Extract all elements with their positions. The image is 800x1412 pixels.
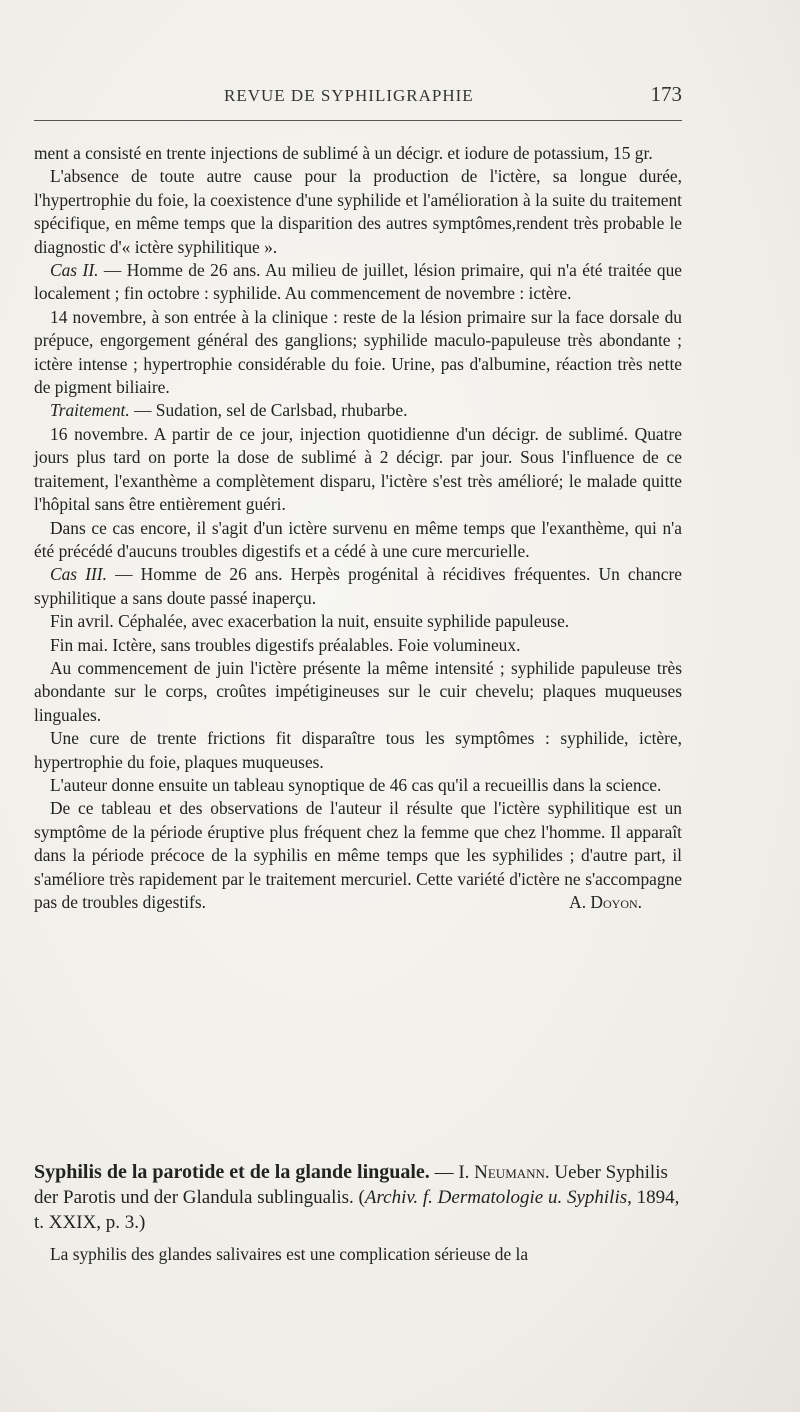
case-text: — Homme de 26 ans. Au milieu de juillet, lésion primaire, qui n'a été traitée que localement ; fin octobre : syphilide. Au commencement de novembre : ictère. [34, 260, 682, 304]
paragraph: L'auteur donne ensuite un tableau synoptique de 46 cas qu'il a recueillis dans la science. [50, 774, 662, 795]
treatment-lead: Traitement. [50, 400, 130, 421]
article-author: — I. Neumann. [429, 1162, 550, 1183]
paragraph: Au commencement de juin l'ictère présente la même intensité ; syphilide papuleuse très abondante sur le corps, croûtes impétigineuses sur le cuir chevelu; plaques muqueuses linguales. [34, 657, 682, 725]
paragraph: Fin avril. Céphalée, avec exacerbation la nuit, ensuite syphilide papuleuse. [50, 611, 570, 632]
paragraph: Une cure de trente frictions fit disparaître tous les symptômes : syphilide, ictère, hypertrophie du foie, plaques muqueuses. [34, 728, 682, 772]
article-citation: , 1894, t. XXIX, p. 3.) [34, 1187, 680, 1233]
page-number: 173 [650, 82, 682, 106]
paragraph-case-2 [34, 259, 682, 306]
final-paragraph-text: De ce tableau et des observations de l'auteur il résulte que l'ictère syphilitique est un symptôme de la période éruptive plus fréquent chez la femme que chez l'homme. Il apparaît dans la période précoce de la syphilis en même temps que les syphilides ; d'autre part, il s'améliore très rapidement par le traitement mercuriel. Cette variété d'ictère ne s'accompagne pas de troubles digestifs. [34, 798, 682, 912]
paragraph: Dans ce cas encore, il s'agit d'un ictère survenu en même temps que l'exanthème, qui n'a été précédé d'aucuns troubles digestifs et a cédé à une cure mercurielle. [34, 517, 682, 561]
paragraph: 14 novembre, à son entrée à la clinique : reste de la lésion primaire sur la face dorsale du prépuce, engorgement général des ganglions; syphilide maculo-papuleuse très abondante ; ictère intense ; hypertrophie considérable du foie. Urine, pas d'albumine, réaction très nette de pigment biliaire. [34, 306, 682, 398]
paragraph: ment a consisté en trente injections de sublimé à un décigr. et iodure de potassium, 15 gr. [34, 143, 653, 163]
paragraph: L'absence de toute autre cause pour la production de l'ictère, sa longue durée, l'hypertrophie du foie, la coexistence d'une syphilide et l'amélioration à la suite du traitement spécifique, en même temps que la disparition des autres symptômes,rendent très probable le diagnostic d'« ictère syphilitique ». [34, 166, 682, 257]
page-header [34, 82, 682, 112]
paragraph: Fin mai. Ictère, sans troubles digestifs préalables. Foie volumineux. [50, 634, 521, 655]
header-rule [34, 120, 682, 121]
body-text [34, 142, 682, 914]
case-lead: Cas II. [50, 260, 99, 281]
paragraph-treatment [34, 399, 682, 422]
signature: A. Doyon. [569, 892, 642, 912]
article-reference: Ueber Syphilis der Parotis und der Glandula sublingualis. ( [34, 1162, 668, 1208]
article-first-line: La syphilis des glandes salivaires est une complication sérieuse de la [50, 1244, 529, 1264]
running-title: REVUE DE SYPHILIGRAPHIE [224, 86, 474, 105]
final-paragraph [34, 797, 682, 914]
treatment-text: — Sudation, sel de Carlsbad, rhubarbe. [129, 400, 408, 421]
case-text: — Homme de 26 ans. Herpès progénital à récidives fréquentes. Un chancre syphilitique a sans doute passé inaperçu. [34, 564, 682, 608]
article-heading-block [34, 1160, 682, 1235]
case-lead: Cas III. [50, 564, 107, 585]
article-heading: Syphilis de la parotide et de la glande linguale. [34, 1161, 430, 1183]
article [34, 1160, 682, 1283]
article-journal: Archiv. f. Dermatologie u. Syphilis [364, 1187, 628, 1208]
paragraph-case-3 [34, 563, 682, 610]
paragraph: 16 novembre. A partir de ce jour, injection quotidienne d'un décigr. de sublimé. Quatre jours plus tard on porte la dose de sublimé à 2 décigr. par jour. Sous l'influence de ce traitement, l'exanthème a complètement disparu, l'ictère s'est très amélioré; le malade quitte l'hôpital sans être entièrement guéri. [34, 423, 682, 515]
